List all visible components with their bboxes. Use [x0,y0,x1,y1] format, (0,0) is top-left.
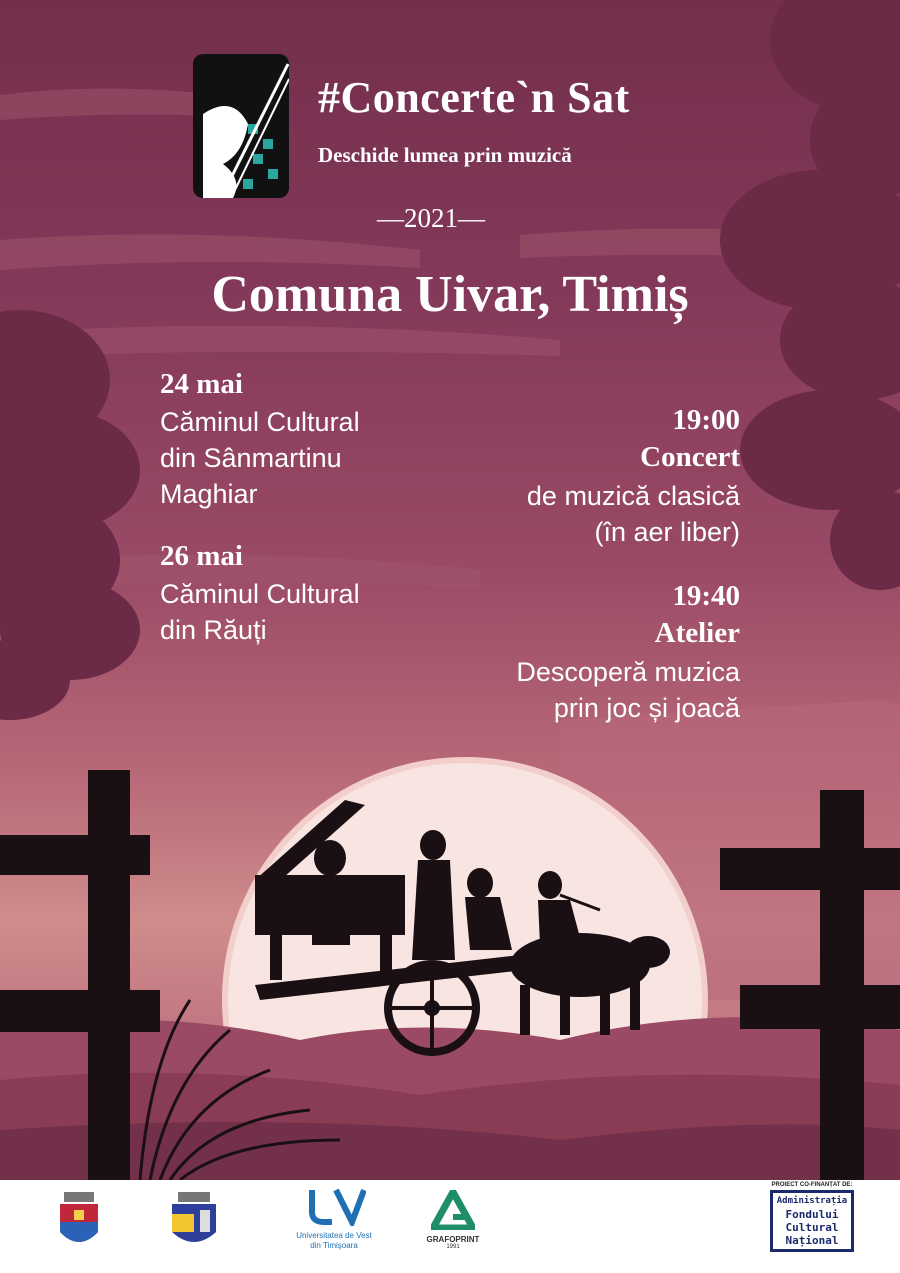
coat-of-arms-2-icon [170,1192,218,1252]
venue-2-line-1: Căminul Cultural [160,579,360,609]
event-2-time: 19:40 [672,580,740,612]
venue-1-line-1: Căminul Cultural [160,407,360,437]
event-2-desc-1: Descoperă muzica [516,657,740,687]
afcn-line-2: Fondului [785,1208,839,1221]
uvt-line-2: din Timişoara [310,1241,358,1250]
grafoprint-year: 1991 [446,1244,460,1250]
poster-year: —2021— [377,203,485,233]
event-1-desc-1: de muzică clasică [526,481,740,511]
event-2-name: Atelier [654,617,740,649]
uvt-icon [302,1188,366,1226]
venue-1-date: 24 mai [160,368,243,400]
afcn-line-3: Cultural [785,1221,839,1234]
uvt-line-1: Universitatea de Vest [296,1231,372,1240]
poster-title: #Concerte`n Sat [318,73,630,122]
venue-1-line-3: Maghiar [160,479,258,509]
poster-subtitle: Deschide lumea prin muzică [318,143,572,167]
venue-1-line-2: din Sânmartinu [160,443,342,473]
event-2-desc-2: prin joc și joacă [553,693,740,723]
afcn-caption: PROIECT CO-FINANȚAT DE: [771,1182,853,1188]
venue-2-date: 26 mai [160,540,243,572]
grafoprint-name: GRAFOPRINT [426,1235,480,1244]
event-1-desc-2: (în aer liber) [594,517,740,547]
sponsor-footer [0,1180,900,1273]
coat-of-arms-1-icon [58,1192,100,1252]
afcn-line-4: Național [785,1234,839,1247]
location-title: Comuna Uivar, Timiș [211,266,689,323]
violin-logo [193,54,289,198]
left-tree [0,310,140,720]
afcn-logo [770,1182,854,1252]
grafoprint-icon [431,1190,475,1230]
venue-2-line-2: din Răuți [160,615,267,645]
grafoprint-logo [425,1190,481,1250]
event-1-time: 19:00 [672,404,740,436]
afcn-line-1: Administrația [776,1196,848,1206]
uvt-logo [294,1188,374,1251]
event-1-name: Concert [640,441,740,473]
